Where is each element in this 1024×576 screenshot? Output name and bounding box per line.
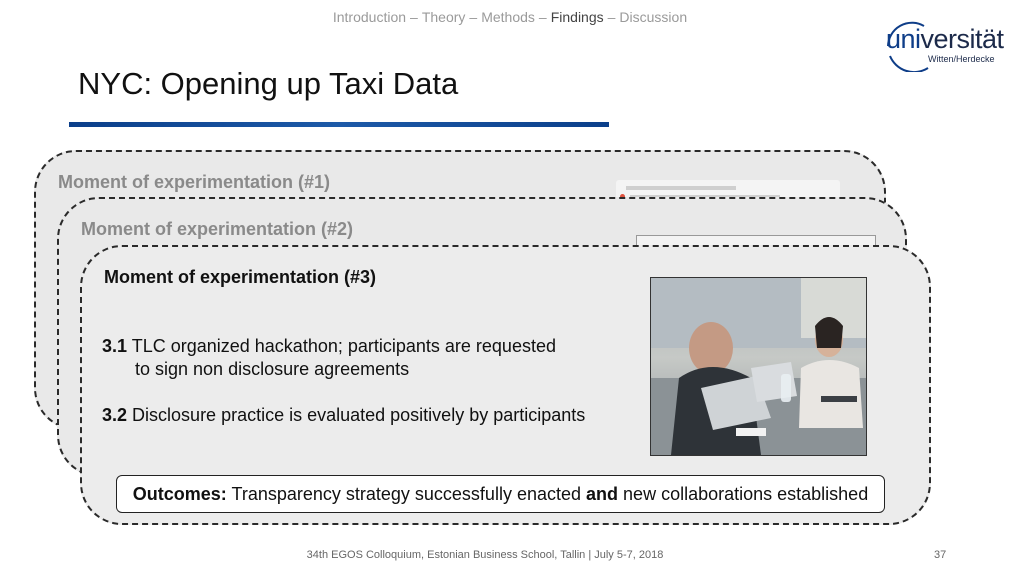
hackathon-photo-illustration — [651, 278, 866, 455]
nav-separator: – — [410, 9, 418, 25]
hackathon-photo — [650, 277, 867, 456]
point-text-continued: to sign non disclosure agreements — [135, 359, 410, 379]
outcomes-label: Outcomes: — [132, 483, 227, 504]
nav-separator: – — [538, 9, 547, 25]
nav-discussion[interactable]: Discussion — [619, 9, 688, 25]
page-title: NYC: Opening up Taxi Data — [78, 66, 459, 101]
logo-subtitle: Witten/Herdecke — [928, 54, 995, 64]
nav-separator: – — [607, 9, 616, 25]
logo-wordmark: universität — [886, 24, 1004, 54]
nav-introduction[interactable]: Introduction — [332, 9, 407, 25]
point-number: 3.2 — [102, 405, 128, 425]
nav-theory[interactable]: Theory — [421, 9, 466, 25]
outcomes-text: Transparency strategy successfully enacted — [231, 483, 581, 504]
card-heading: Moment of experimentation (#3) — [104, 267, 377, 287]
thumb-line — [626, 186, 736, 190]
page-number: 37 — [934, 549, 947, 561]
card-heading: Moment of experimentation (#2) — [81, 219, 354, 239]
footer-text: 34th EGOS Colloquium, Estonian Business School, Tallin | July 5-7, 2018 — [306, 549, 664, 561]
point-text: TLC organized hackathon; participants are requested — [131, 336, 556, 356]
outcomes-emphasis: and — [586, 483, 619, 504]
section-breadcrumb — [0, 9, 1020, 25]
finding-point-3-2 — [102, 404, 585, 427]
card-heading: Moment of experimentation (#1) — [58, 172, 331, 192]
point-number: 3.1 — [102, 336, 128, 356]
nav-methods[interactable]: Methods — [481, 9, 535, 25]
university-logo — [880, 16, 1010, 72]
point-text: Disclosure practice is evaluated positively by participants — [132, 405, 586, 425]
nav-separator: – — [469, 9, 478, 25]
title-underline — [69, 122, 609, 127]
finding-point-3-1 — [102, 335, 556, 381]
nav-findings[interactable]: Findings — [550, 9, 604, 25]
outcomes-text-end: new collaborations established — [623, 483, 869, 504]
outcomes-box — [116, 475, 885, 513]
